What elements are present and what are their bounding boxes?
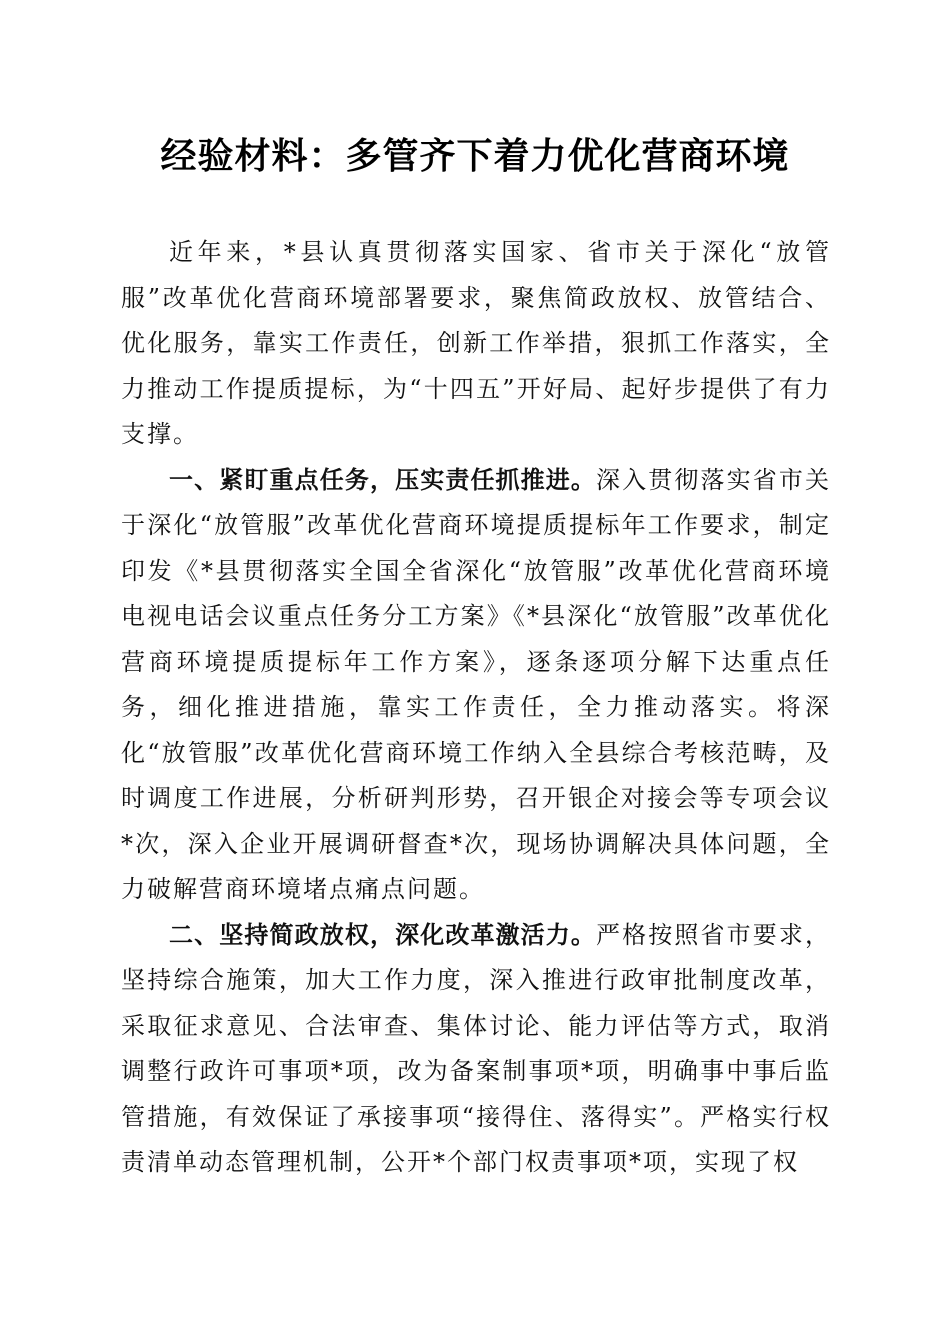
section-heading-2: 二、坚持简政放权，深化改革激活力。 xyxy=(169,920,597,949)
document-body xyxy=(121,230,831,1186)
section-paragraph-1 xyxy=(121,458,831,913)
section-body-1: 深入贯彻落实省市关于深化“放管服”改革优化营商环境提质提标年工作要求，制定印发《*县贯彻落实全国全省深化“放管服”改革优化营商环境电视电话会议重点任务分工方案》《*县深化“放管服”改革优化营商环境提质提标年工作方案》，逐条逐项分解下达重点任务，细化推进措施，靠实工作责任，全力推动落实。将深化“放管服”改革优化营商环境工作纳入全县综合考核范畴，及时调度工作进展，分析研判形势，召开银企对接会等专项会议*次，深入企业开展调研督查*次，现场协调解决具体问题，全力破解营商环境堵点痛点问题。 xyxy=(121,465,832,903)
document-title: 经验材料：多管齐下着力优化营商环境 xyxy=(160,135,790,177)
section-heading-1: 一、紧盯重点任务，压实责任抓推进。 xyxy=(169,465,597,494)
section-body-2: 严格按照省市要求，坚持综合施策，加大工作力度，深入推进行政审批制度改革，采取征求意见、合法审查、集体讨论、能力评估等方式，取消调整行政许可事项*项，改为备案制事项*项，明确事中事后监管措施，有效保证了承接事项“接得住、落得实”。严格实行权责清单动态管理机制，公开*个部门权责事项*项，实现了权 xyxy=(121,920,832,1176)
section-paragraph-2 xyxy=(121,913,831,1186)
intro-paragraph: 近年来，*县认真贯彻落实国家、省市关于深化“放管服”改革优化营商环境部署要求，聚焦简政放权、放管结合、优化服务，靠实工作责任，创新工作举措，狠抓工作落实，全力推动工作提质提标，为“十四五”开好局、起好步提供了有力支撑。 xyxy=(121,238,831,448)
